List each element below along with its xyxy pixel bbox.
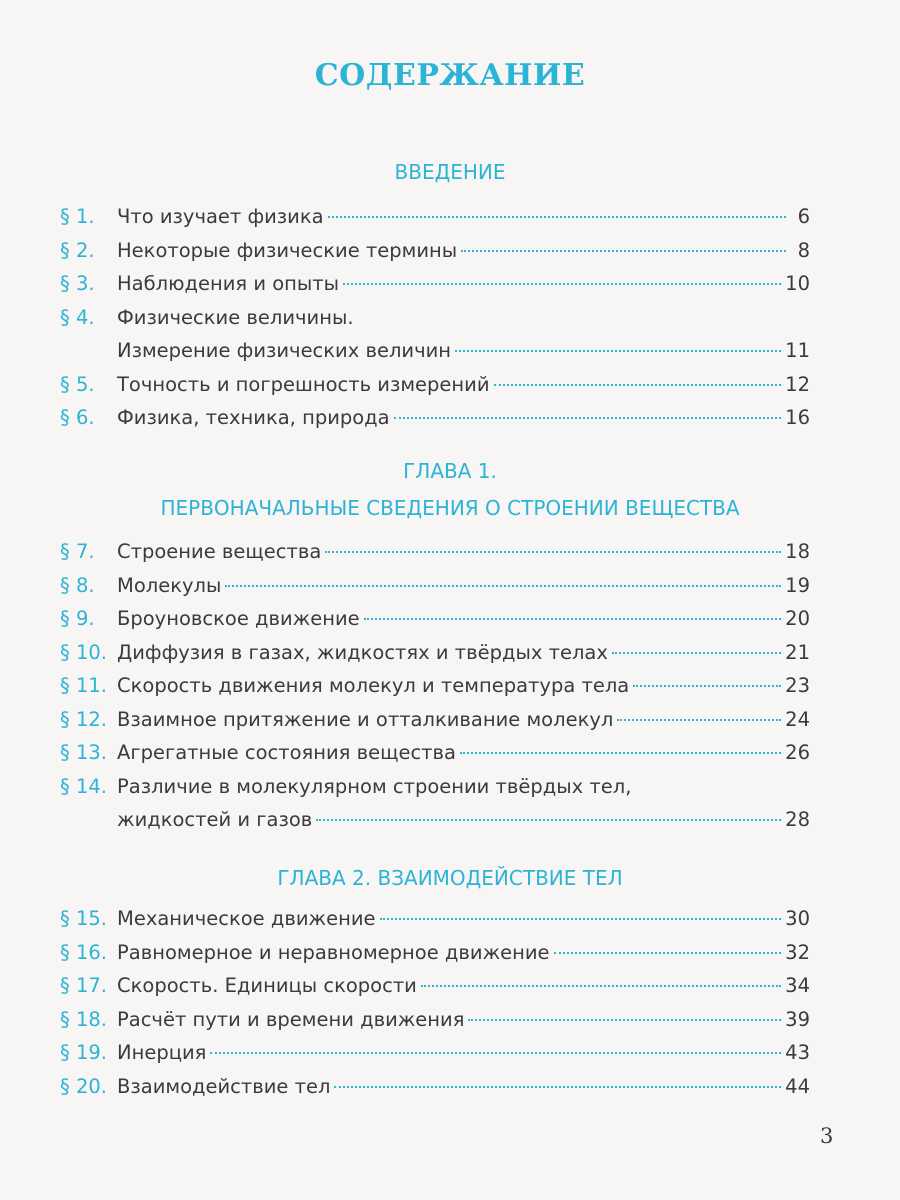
dot-leader <box>225 585 781 587</box>
toc-entry[interactable] <box>60 200 810 234</box>
entry-title: Измерение физических величин <box>117 339 452 362</box>
section-number: § 11. <box>60 674 107 697</box>
entry-title: Инерция <box>117 1041 207 1064</box>
toc-entry[interactable] <box>60 902 810 936</box>
dot-leader <box>316 819 781 821</box>
toc-entry[interactable] <box>60 334 810 368</box>
dot-leader <box>554 952 782 954</box>
entry-title: Наблюдения и опыты <box>117 272 340 295</box>
entry-title: Скорость движения молекул и температура тела <box>117 674 630 697</box>
entry-title: Диффузия в газах, жидкостях и твёрдых телах <box>117 640 608 664</box>
dot-leader <box>364 618 782 620</box>
toc-chapter-2 <box>60 902 810 1103</box>
page-title: СОДЕРЖАНИЕ <box>314 58 586 93</box>
section-number: § 12. <box>60 707 107 731</box>
entry-page: 10 <box>785 272 810 295</box>
toc-entry[interactable] <box>60 1070 810 1104</box>
heading-line: ГЛАВА 1. <box>403 459 497 483</box>
section-number: § 14. <box>60 774 107 798</box>
entry-title: жидкостей и газов <box>117 808 313 831</box>
heading-line: ВВЕДЕНИЕ <box>394 160 506 184</box>
entry-title: Равномерное и неравномерное движение <box>117 940 550 964</box>
entry-title: Некоторые физические термины <box>117 238 458 262</box>
toc-entry[interactable] <box>60 936 810 970</box>
entry-page: 43 <box>785 1041 810 1064</box>
page-number: 3 <box>820 1124 834 1148</box>
section-number: § 6. <box>60 406 95 429</box>
toc-intro <box>60 200 810 435</box>
entry-page: 39 <box>785 1007 810 1031</box>
entry-title: Различие в молекулярном строении твёрдых тел, <box>117 774 632 798</box>
entry-page: 16 <box>785 406 810 429</box>
section-number: § 8. <box>60 573 95 597</box>
entry-page: 28 <box>785 808 810 831</box>
section-number: § 5. <box>60 372 95 396</box>
section-heading-chapter-2 <box>0 860 900 897</box>
entry-title: Строение вещества <box>117 540 322 563</box>
section-number: § 17. <box>60 974 107 997</box>
section-number: § 2. <box>60 238 95 262</box>
section-number: § 10. <box>60 640 107 664</box>
dot-leader <box>343 283 781 285</box>
entry-page: 11 <box>785 339 810 362</box>
dot-leader <box>460 752 781 754</box>
entry-title: Расчёт пути и времени движения <box>117 1007 465 1031</box>
section-number: § 18. <box>60 1007 107 1031</box>
toc-chapter-1 <box>60 535 810 837</box>
dot-leader <box>494 384 782 386</box>
toc-entry[interactable] <box>60 401 810 435</box>
entry-page: 30 <box>785 907 810 930</box>
entry-title: Механическое движение <box>117 907 376 930</box>
toc-entry[interactable] <box>60 234 810 268</box>
entry-title: Скорость. Единицы скорости <box>117 974 417 997</box>
section-number: § 9. <box>60 607 95 630</box>
entry-title: Взаимодействие тел <box>117 1074 331 1098</box>
entry-title: Молекулы <box>117 573 222 597</box>
dot-leader <box>210 1052 781 1054</box>
entry-page: 44 <box>785 1074 810 1098</box>
entry-title: Что изучает физика <box>117 205 324 228</box>
dot-leader <box>334 1086 781 1088</box>
toc-entry[interactable] <box>60 602 810 636</box>
section-number: § 20. <box>60 1074 107 1098</box>
section-number: § 13. <box>60 741 107 764</box>
toc-entry[interactable] <box>60 1003 810 1037</box>
toc-entry[interactable] <box>60 1036 810 1070</box>
dot-leader <box>461 250 786 252</box>
section-number: § 16. <box>60 940 107 964</box>
entry-title: Агрегатные состояния вещества <box>117 741 456 764</box>
section-number: § 7. <box>60 540 95 563</box>
dot-leader <box>325 551 781 553</box>
entry-page: 21 <box>785 640 810 664</box>
section-number: § 15. <box>60 907 107 930</box>
entry-title: Взаимное притяжение и отталкивание молекул <box>117 707 614 731</box>
toc-entry[interactable] <box>60 803 810 837</box>
toc-entry[interactable] <box>60 669 810 703</box>
dot-leader <box>468 1019 781 1021</box>
toc-entry[interactable] <box>60 969 810 1003</box>
dot-leader <box>633 685 781 687</box>
entry-page: 19 <box>785 573 810 597</box>
entry-page: 20 <box>785 607 810 630</box>
toc-entry[interactable] <box>60 301 810 335</box>
entry-title: Точность и погрешность измерений <box>117 372 490 396</box>
entry-page: 24 <box>785 707 810 731</box>
section-number: § 19. <box>60 1041 107 1064</box>
section-heading-intro <box>0 154 900 191</box>
entry-title: Физические величины. <box>117 305 354 329</box>
toc-entry[interactable] <box>60 569 810 603</box>
dot-leader <box>394 417 782 419</box>
dot-leader <box>617 719 781 721</box>
section-heading-chapter-1 <box>0 453 900 527</box>
toc-entry[interactable] <box>60 368 810 402</box>
toc-entry[interactable] <box>60 703 810 737</box>
toc-entry[interactable] <box>60 736 810 770</box>
entry-page: 23 <box>785 674 810 697</box>
entry-page: 6 <box>797 205 810 228</box>
heading-line: ПЕРВОНАЧАЛЬНЫЕ СВЕДЕНИЯ О СТРОЕНИИ ВЕЩЕСТВА <box>160 496 740 520</box>
entry-title: Физика, техника, природа <box>117 406 390 429</box>
entry-page: 18 <box>785 540 810 563</box>
entry-page: 12 <box>785 372 810 396</box>
section-number: § 1. <box>60 205 95 228</box>
dot-leader <box>421 985 781 987</box>
toc-entry[interactable] <box>60 636 810 670</box>
entry-page: 8 <box>797 238 810 262</box>
entry-page: 26 <box>785 741 810 764</box>
toc-entry[interactable] <box>60 535 810 569</box>
heading-line: ГЛАВА 2. ВЗАИМОДЕЙСТВИЕ ТЕЛ <box>277 866 623 890</box>
entry-title: Броуновское движение <box>117 607 360 630</box>
entry-page: 32 <box>785 940 810 964</box>
dot-leader <box>455 350 781 352</box>
dot-leader <box>328 216 786 218</box>
section-number: § 3. <box>60 272 95 295</box>
toc-entry[interactable] <box>60 770 810 804</box>
toc-entry[interactable] <box>60 267 810 301</box>
section-number: § 4. <box>60 305 95 329</box>
dot-leader <box>612 652 781 654</box>
dot-leader <box>380 918 782 920</box>
entry-page: 34 <box>785 974 810 997</box>
